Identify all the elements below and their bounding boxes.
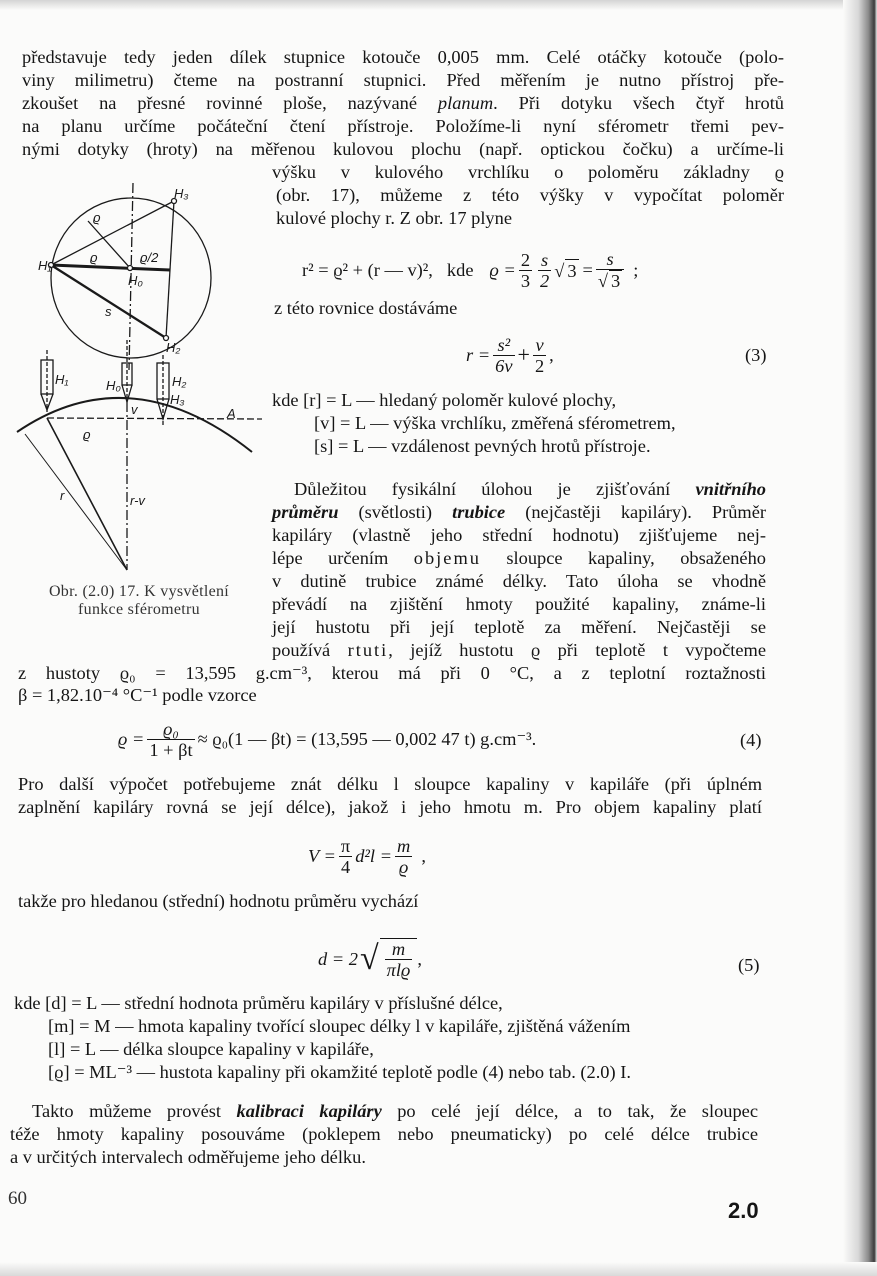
- text-line: výšku v kulového vrchlíku o poloměru základny ϱ: [272, 162, 784, 182]
- fraction: $\frac{s}{√ 3}$: [596, 249, 624, 291]
- equation-number: (3): [745, 345, 767, 365]
- equation-3: r = $\frac{\text{s²}}{6v}$ + $\frac{v}{2}$ ,: [466, 334, 554, 376]
- text-line: viny milimetru) čteme na postranní stupnici. Před měřením je nutno přístroj pře-: [22, 70, 784, 90]
- text-line: β = 1,82.10⁻⁴ °C⁻¹ podle vzorce: [18, 685, 257, 705]
- svg-text:H₀: H₀: [128, 273, 143, 288]
- fraction: $\frac{s}{2}$: [540, 249, 550, 291]
- sqrt: 3: [567, 260, 577, 281]
- definition-item: kde [d] = L — střední hodnota průměru kapiláry v příslušné délce,: [14, 993, 503, 1013]
- text-line: takže pro hledanou (střední) hodnotu průměru vychází: [18, 891, 419, 911]
- svg-text:H₂: H₂: [166, 340, 181, 355]
- section-number: 2.0: [728, 1198, 759, 1223]
- equation-number: (4): [740, 730, 762, 750]
- text-line: a v určitých intervalech odměřujeme jeho délku.: [10, 1147, 366, 1167]
- svg-text:ϱ: ϱ: [90, 250, 98, 265]
- text-line: zkoušet na přesné rovinné ploše, nazývané planum. Při dotyku všech čtyř hrotů: [22, 93, 784, 113]
- definition-item: kde [r] = L — hledaný poloměr kulové plochy,: [272, 390, 617, 410]
- equation-4: ϱ = $\frac{\text{ϱ₀}}{1 + \beta t}$ ≈ ϱ₀(1 — βt) = (13,595 — 0,002 47 t) g.cm⁻³.: [118, 718, 537, 760]
- equation-volume: V = $\frac{\pi}{4}$ d²l = $\frac{m}{ϱ}$ ,: [308, 835, 426, 877]
- definition-item: [m] = M — hmota kapaliny tvořící sloupec délky l v kapiláře, zjištěná vážením: [48, 1016, 631, 1036]
- italic-term: planum: [437, 93, 494, 113]
- fraction: $\frac{v}{2}$: [534, 334, 545, 376]
- text-line: kapiláry (vlastně jeho střední hodnotu) zjišťujeme nej-: [272, 525, 766, 545]
- text-line: (obr. 17), můžeme z této výšky v vypočítat poloměr: [276, 185, 784, 205]
- definition-item: [ϱ] = ML⁻³ — hustota kapaliny při okamžité teplotě podle (4) nebo tab. (2.0) I.: [48, 1062, 631, 1082]
- fraction: $\frac{\pi}{4}$: [340, 835, 351, 877]
- book-spine-shadow: [843, 0, 877, 1276]
- definition-item: [v] = L — výška vrchlíku, změřená sférometrem,: [314, 413, 676, 433]
- text-line: představuje tedy jeden dílek stupnice kotouče 0,005 mm. Celé otáčky kotouče (polo-: [22, 47, 784, 67]
- text-line: Pro další výpočet potřebujeme znát délku l sloupce kapaliny v kapiláře (při úplném: [18, 774, 762, 794]
- text-line: v dutině trubice známé délky. Tato úloha se vhodně: [272, 571, 766, 591]
- spherometer-figure: [10, 170, 270, 585]
- text-line: z této rovnice dostáváme: [274, 298, 458, 318]
- fraction: $\frac{2}{3}$: [520, 249, 531, 291]
- text-line: na planu určíme počáteční čtení přístroje. Položíme-li nyní sférometr třemi pev-: [22, 116, 784, 136]
- svg-text:H₃: H₃: [174, 186, 189, 201]
- svg-text:H₀: H₀: [106, 378, 121, 393]
- svg-text:v: v: [131, 402, 138, 417]
- definition-item: [l] = L — délka sloupce kapaliny v kapiláře,: [48, 1039, 374, 1059]
- fraction: $\frac{m}{\text{πlϱ}}$: [386, 939, 411, 980]
- equation-5: d = 2 √ $\frac{m}{\text{πlϱ}}$ ,: [318, 939, 422, 980]
- svg-text:r: r: [60, 488, 65, 503]
- text-line: Takto můžeme provést kalibraci kapiláry po celé její délce, a to tak, že sloupec: [32, 1101, 758, 1121]
- text-line: zaplnění kapiláry rovná se její délce), jakož i jeho hmotu m. Pro objem kapaliny platí: [18, 797, 762, 817]
- text-line: téže hmoty kapaliny posouváme (poklepem nebo pneumaticky) po celé délce trubice: [10, 1124, 758, 1144]
- text-line: převádí na zjištění hmoty použité kapaliny, známe-li: [272, 594, 766, 614]
- svg-text:H₁: H₁: [55, 372, 69, 387]
- text-line: používá rtuti, jejíž hustotu ϱ při teplotě t vypočteme: [272, 640, 766, 660]
- figure-caption: Obr. (2.0) 17. K vysvětlení funkce sférometru: [48, 583, 230, 618]
- text-line: nými dotyky (hroty) na měřenou kulovou plochu (např. optickou čočku) a určíme-li: [22, 139, 784, 159]
- svg-text:H₂: H₂: [172, 374, 187, 389]
- text-line: z hustoty ϱ₀ = 13,595 g.cm⁻³, kterou má při 0 °C, a z teplotní roztažnosti: [18, 663, 766, 683]
- svg-text:ϱ: ϱ: [93, 210, 101, 225]
- text-line: lépe určením objemu sloupce kapaliny, obsaženého: [272, 548, 766, 568]
- sqrt: [380, 938, 418, 980]
- svg-text:A: A: [227, 406, 236, 421]
- scan-top-shadow: [0, 0, 877, 10]
- svg-text:s: s: [105, 304, 112, 319]
- svg-text:ϱ: ϱ: [83, 427, 91, 442]
- equation-number: (5): [738, 955, 760, 975]
- text-line: Důležitou fysikální úlohou je zjišťování vnitřního: [294, 479, 766, 499]
- text-line: kulové plochy r. Z obr. 17 plyne: [276, 208, 512, 228]
- page-number: 60: [8, 1188, 27, 1209]
- definition-item: [s] = L — vzdálenost pevných hrotů přístroje.: [314, 436, 651, 456]
- scan-bottom-shadow: [0, 1262, 877, 1276]
- text-line: průměru (světlosti) trubice (nejčastěji kapiláry). Průměr: [272, 502, 766, 522]
- text-line: její hustotu při její teplotě za měření. Nejčastěji se: [272, 617, 766, 637]
- equation-rho: r² = ϱ² + (r — v)², kde ϱ = $\frac{2}{3}$ $\frac{s}{2}$ √ 3 = $\frac{s}{√ 3}$ ;: [302, 249, 639, 291]
- fraction: $\frac{m}{ϱ}$: [397, 835, 411, 877]
- svg-text:ϱ/2: ϱ/2: [140, 250, 159, 265]
- svg-text:H₁: H₁: [38, 258, 52, 273]
- svg-text:r-v: r-v: [130, 493, 145, 508]
- fraction: $\frac{\text{ϱ₀}}{1 + \beta t}$: [149, 718, 193, 760]
- svg-text:H₃: H₃: [170, 392, 185, 407]
- fraction: $\frac{\text{s²}}{6v}$: [495, 334, 513, 376]
